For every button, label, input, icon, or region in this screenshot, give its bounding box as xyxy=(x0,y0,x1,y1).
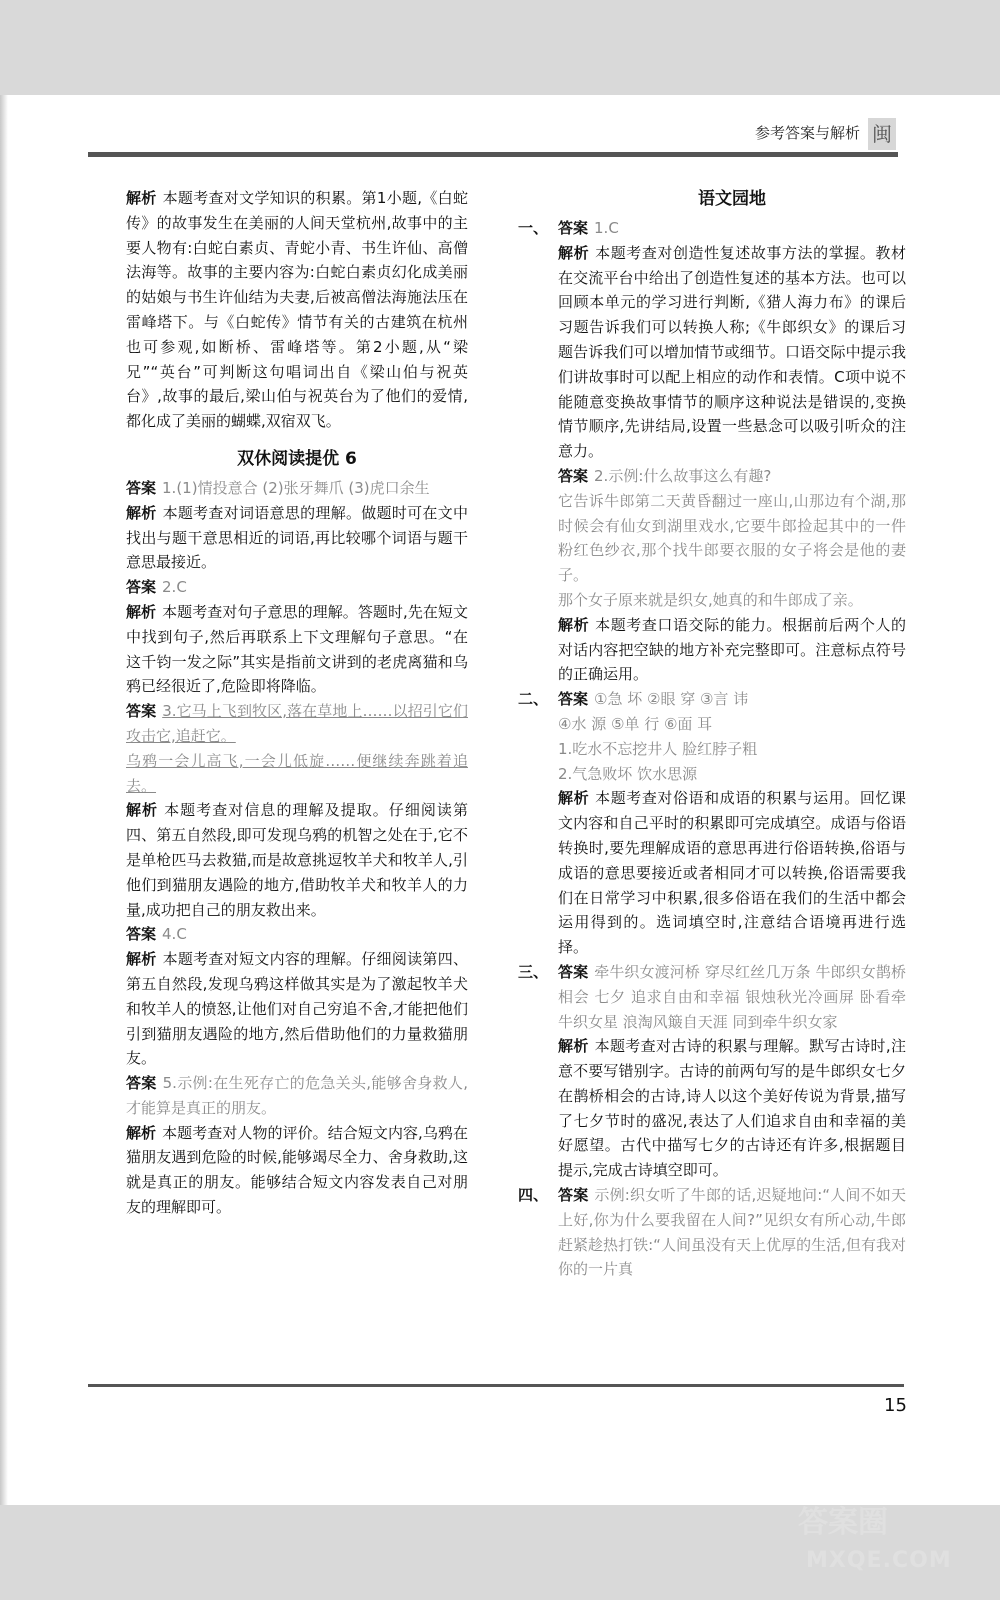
explanation-item xyxy=(558,241,906,464)
section-title-reading: 双休阅读提优 6 xyxy=(237,448,357,469)
answer-item xyxy=(558,216,906,241)
explanation-item xyxy=(558,786,906,960)
answer-item xyxy=(558,960,906,1034)
answer-text: 3.它马上飞到牧区,落在草地上……以招引它们攻击它,追赶它。 xyxy=(126,702,468,745)
question-number: 二、 xyxy=(518,690,549,709)
answer-item xyxy=(558,687,906,712)
explanation-item xyxy=(126,798,468,922)
paragraph-text: 本题考查对文学知识的积累。第1小题,《白蛇传》的故事发生在美丽的人间天堂杭州,故事中的主要人物有:白蛇白素贞、青蛇小青、书生许仙、高僧法海等。故事的主要内容为:白蛇白素贞幻化成美丽的姑娘与书生许仙结为夫妻,后被高僧法海施法压在雷峰塔下。与《白蛇传》情节有关的古建筑在杭州也可参观,如断桥、雷峰塔等。第2小题,从“梁兄”“英台”可判断这句唱词出自《梁山伯与祝英台》,故事的最后,梁山伯与祝英台为了他们的爱情,都化成了美丽的蝴蝶,双宿双飞。 xyxy=(126,189,468,431)
explanation-item xyxy=(126,947,468,1071)
header-label: 参考答案与解析 xyxy=(755,124,861,142)
keyword: 解析 xyxy=(558,615,590,634)
answer-continued: 它告诉牛郎第二天黄昏翻过一座山,山那边有个湖,那时候会有仙女到湖里戏水,它要牛郎捡起其中的一件粉红色纱衣,那个找牛郎要衣服的女子将会是他的妻子。 xyxy=(558,491,906,585)
answer-text: 2.C xyxy=(162,578,187,597)
answer-item xyxy=(558,464,906,489)
explanation-text: 本题考查对句子意思的理解。答题时,先在短文中找到句子,然后再联系上下文理解句子意思。“在这千钧一发之际”其实是指前文讲到的老虎离猫和乌鸦已经很近了,危险即将降临。 xyxy=(126,602,468,696)
keyword: 解析 xyxy=(558,243,590,262)
explanation-text: 本题考查对俗语和成语的积累与运用。回忆课文内容和自己平时的积累即可完成填空。成语与俗语转换时,要先理解成语的意思再进行俗语转换,俗语与成语的意思要接近或者相同才可以转换,俗语需要我们在日常学习中积累,很多俗语在我们的生活中都会运用得到的。选词填空时,注意结合语境再进行选择。 xyxy=(558,789,906,957)
header-badge: 闽 xyxy=(868,118,896,150)
answer-line: 1.吃水不忘挖井人 脸红脖子粗 xyxy=(558,739,758,758)
keyword: 答案 xyxy=(558,690,589,709)
answer-text: 1.C xyxy=(594,219,619,237)
explanation-text: 本题考查对人物的评价。结合短文内容,乌鸦在猫朋友遇到危险的时候,能够竭尽全力、舍身救助,这就是真正的朋友。能够结合短文内容发表自己对朋友的理解即可。 xyxy=(126,1123,468,1217)
keyword: 解析 xyxy=(126,1123,157,1142)
keyword: 答案 xyxy=(126,578,157,597)
keyword: 解析 xyxy=(126,950,157,969)
header-rule xyxy=(88,152,898,157)
question-3 xyxy=(518,960,906,1183)
explanation-text: 本题考查对词语意思的理解。做题时可在文中找出与题干意思相近的词语,再比较哪个词语与题干意思最接近。 xyxy=(126,503,468,572)
question-number: 一、 xyxy=(518,219,549,237)
question-2 xyxy=(518,687,906,960)
answer-item xyxy=(126,1071,468,1121)
answer-text: 1.(1)情投意合 (2)张牙舞爪 (3)虎口余生 xyxy=(162,478,430,497)
explanation-text: 本题考查对创造性复述故事方法的掌握。教材在交流平台中给出了创造性复述的基本方法。也可以回顾本单元的学习进行判断,《猎人海力布》的课后习题告诉我们可以转换人称;《牛郎织女》的课后习题告诉我们可以增加情节或细节。口语交际中提示我们讲故事时可以配上相应的动作和表情。C项中说不能随意变换故事情节的顺序这种说法是错误的,变换情节顺序,先讲结局,设置一些悬念可以吸引听众的注意力。 xyxy=(558,243,906,461)
answer-text: 5.示例:在生死存亡的危急关头,能够舍身救人,才能算是真正的朋友。 xyxy=(126,1074,468,1117)
answer-text: 示例:织女听了牛郎的话,迟疑地问:“人间不如天上好,你为什么要我留在人间?”见织女有所心动,牛郎赶紧趁热打铁:“人间虽没有天上优厚的生活,但有我对你的一片真 xyxy=(558,1186,906,1279)
explanation-item xyxy=(126,1121,468,1220)
explanation-text: 本题考查对短文内容的理解。仔细阅读第四、第五自然段,发现乌鸦这样做其实是为了激起牧羊犬和牧羊人的愤怒,让他们对自己穷追不舍,才能把他们引到猫朋友遇险的地方,然后借助他们的力量救猫朋友。 xyxy=(126,950,468,1068)
page-number: 15 xyxy=(884,1395,907,1416)
answer-line: ④水 源 ⑤单 行 ⑥面 耳 xyxy=(558,714,713,733)
page-edge xyxy=(0,95,8,1505)
answer-continued: 那个女子原来就是织女,她真的和牛郎成了亲。 xyxy=(558,590,863,609)
answer-item xyxy=(558,1183,906,1282)
answer-text: 4.C xyxy=(162,925,187,944)
keyword: 答案 xyxy=(558,962,589,981)
answer-item xyxy=(126,575,468,600)
answer-item xyxy=(126,476,468,501)
answer-text: 牵牛织女渡河桥 穿尽红丝几万条 牛郎织女鹊桥相会 七夕 追求自由和幸福 银烛秋光冷画屏 卧看牵牛织女星 浪淘风簸自天涯 同到牵牛织女家 xyxy=(558,962,906,1031)
explanation-item xyxy=(558,1034,906,1183)
intro-paragraph xyxy=(126,186,468,434)
keyword: 答案 xyxy=(558,219,589,237)
left-column xyxy=(126,186,468,1220)
explanation-text: 本题考查口语交际的能力。根据前后两个人的对话内容把空缺的地方补充完整即可。注意标点符号的正确运用。 xyxy=(558,615,906,684)
footer-rule xyxy=(88,1384,904,1387)
keyword: 解析 xyxy=(126,503,157,522)
watermark-logo: 答案圈 xyxy=(798,1505,888,1540)
answer-text: ①急 坏 ②眼 穿 ③言 讳 xyxy=(594,690,749,709)
answer-item xyxy=(126,699,468,749)
question-number: 四、 xyxy=(518,1186,549,1205)
keyword: 解析 xyxy=(126,189,157,207)
explanation-item xyxy=(126,600,468,699)
keyword: 解析 xyxy=(558,1037,589,1056)
explanation-item xyxy=(558,613,906,687)
question-4 xyxy=(518,1183,906,1282)
keyword: 答案 xyxy=(126,1074,157,1093)
keyword: 答案 xyxy=(126,702,157,721)
question-number: 三、 xyxy=(518,962,549,981)
keyword: 解析 xyxy=(126,602,157,621)
keyword: 解析 xyxy=(126,801,159,820)
answer-text: 2.示例:什么故事这么有趣? xyxy=(594,466,772,485)
watermark-url: MXQE.COM xyxy=(806,1548,952,1573)
explanation-text: 本题考查对信息的理解及提取。仔细阅读第四、第五自然段,即可发现乌鸦的机智之处在于,它不是单枪匹马去救猫,而是故意挑逗牧羊犬和牧羊人,引他们到猫朋友遇险的地方,借助牧羊犬和牧羊人的力量,成功把自己的朋友救出来。 xyxy=(126,801,468,919)
answer-line: 2.气急败坏 饮水思源 xyxy=(558,764,698,783)
keyword: 答案 xyxy=(126,925,157,944)
explanation-text: 本题考查对古诗的积累与理解。默写古诗时,注意不要写错别字。古诗的前两句写的是牛郎织女七夕在鹊桥相会的古诗,诗人以这个美好传说为背景,描写了七夕节时的盛况,表达了人们追求自由和幸福的美好愿望。古代中描写七夕的古诗还有许多,根据题目提示,完成古诗填空即可。 xyxy=(558,1037,906,1180)
keyword: 答案 xyxy=(126,478,157,497)
keyword: 解析 xyxy=(558,789,590,808)
explanation-item xyxy=(126,501,468,575)
answer-item xyxy=(126,922,468,947)
question-1 xyxy=(518,216,906,687)
right-column xyxy=(518,186,906,1282)
keyword: 答案 xyxy=(558,1186,589,1205)
answer-text: 乌鸦一会儿高飞,一会儿低旋……便继续奔跳着追去。 xyxy=(126,751,468,795)
section-title-garden: 语文园地 xyxy=(698,189,766,209)
answer-item-continued xyxy=(126,749,468,799)
keyword: 答案 xyxy=(558,466,589,485)
